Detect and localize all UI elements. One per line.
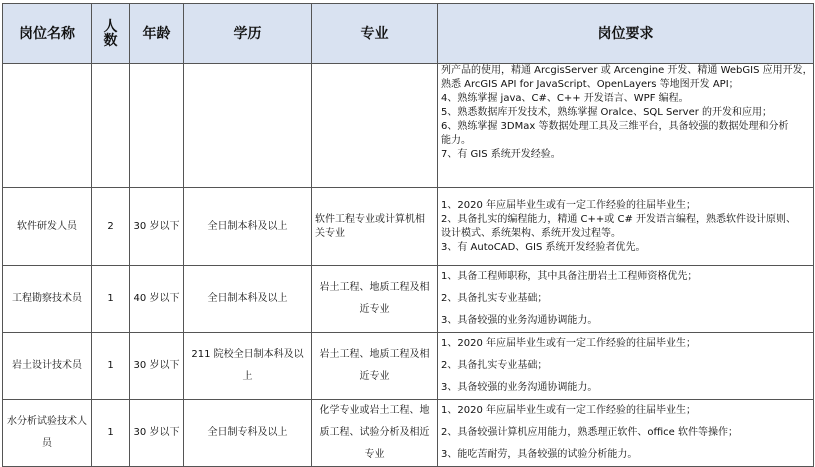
cell-major: 化学专业或岩土工程、地质工程、试验分析及相近专业 — [312, 400, 438, 467]
cell-position-name: 工程勘察技术员 — [3, 266, 92, 333]
header-education: 学历 — [184, 4, 312, 64]
requirement-line: 熟悉 ArcGIS API for JavaScript、OpenLayers 等地图开发 API； — [441, 79, 739, 90]
cell-requirements — [438, 400, 814, 467]
cell-education: 全日制本科及以上 — [184, 266, 312, 333]
cell-requirements — [438, 333, 814, 400]
cell-age — [130, 64, 184, 188]
header-requirements: 岗位要求 — [438, 4, 814, 64]
requirement-line: 1、2020 年应届毕业生或有一定工作经验的往届毕业生； — [441, 405, 696, 416]
cell-position-name: 岩土设计技术员 — [3, 333, 92, 400]
cell-major: 软件工程专业或计算机相关专业 — [312, 188, 438, 266]
requirement-line: 设计模式、系统架构、系统开发过程等。 — [441, 227, 621, 239]
requirement-line: 列产品的使用，精通 ArcgisServer 或 Arcengine 开发、精通 WebGIS 应用开发， — [441, 65, 813, 76]
header-major: 专业 — [312, 4, 438, 64]
table-row — [3, 188, 814, 266]
requirement-line: 3、能吃苦耐劳，具备较强的试验分析能力。 — [441, 449, 638, 460]
header-row — [3, 4, 814, 64]
header-count-top: 人 — [103, 18, 118, 35]
requirement-line: 3、具备较强的业务沟通协调能力。 — [441, 382, 598, 393]
cell-count: 2 — [92, 188, 130, 266]
cell-requirements — [438, 64, 814, 188]
requirement-line: 3、具备较强的业务沟通协调能力。 — [441, 315, 598, 326]
cell-requirements — [438, 188, 814, 266]
cell-education: 全日制本科及以上 — [184, 188, 312, 266]
cell-age: 30 岁以下 — [130, 400, 184, 467]
table-row — [3, 400, 814, 467]
requirement-line: 3、有 AutoCAD、GIS 系统开发经验者优先。 — [441, 241, 646, 253]
table-row — [3, 266, 814, 333]
cell-count: 1 — [92, 266, 130, 333]
cell-position-name: 水分析试验技术人员 — [3, 400, 92, 467]
header-count — [92, 4, 130, 64]
cell-age: 40 岁以下 — [130, 266, 184, 333]
table-row — [3, 333, 814, 400]
cell-count: 1 — [92, 400, 130, 467]
requirement-line: 1、具备工程师职称，其中具备注册岩土工程师资格优先； — [441, 271, 698, 282]
requirement-line: 2、具备扎实专业基础； — [441, 360, 548, 371]
cell-position-name — [3, 64, 92, 188]
requirement-line: 5、熟悉数据库开发技术，熟练掌握 Oralce、SQL Server 的开发和应用； — [441, 107, 773, 118]
cell-education: 211 院校全日制本科及以上 — [184, 333, 312, 400]
requirement-line: 1、2020 年应届毕业生或有一定工作经验的往届毕业生； — [441, 199, 696, 211]
table-row — [3, 64, 814, 188]
header-count-bottom: 数 — [103, 32, 118, 49]
cell-age: 30 岁以下 — [130, 333, 184, 400]
requirement-line: 1、2020 年应届毕业生或有一定工作经验的往届毕业生； — [441, 338, 696, 349]
requirement-line: 2、具备扎实专业基础； — [441, 293, 548, 304]
requirement-line: 6、熟练掌握 3DMax 等数据处理工具及三维平台，具备较强的数据处理和分析 — [441, 121, 789, 132]
header-age: 年龄 — [130, 4, 184, 64]
requirement-line: 7、有 GIS 系统开发经验。 — [441, 149, 561, 160]
cell-requirements — [438, 266, 814, 333]
cell-major: 岩土工程、地质工程及相近专业 — [312, 333, 438, 400]
requirement-line: 2、具备较强计算机应用能力，熟悉理正软件、office 软件等操作； — [441, 427, 738, 438]
cell-major — [312, 64, 438, 188]
requirement-line: 4、熟练掌握 java、C#、C++ 开发语言、WPF 编程。 — [441, 93, 689, 104]
cell-major: 岩土工程、地质工程及相近专业 — [312, 266, 438, 333]
cell-education: 全日制专科及以上 — [184, 400, 312, 467]
cell-education — [184, 64, 312, 188]
cell-age: 30 岁以下 — [130, 188, 184, 266]
cell-count: 1 — [92, 333, 130, 400]
requirement-line: 2、具备扎实的编程能力，精通 C++或 C# 开发语言编程，熟悉软件设计原则、 — [441, 213, 796, 225]
job-requirements-table — [2, 3, 814, 467]
cell-position-name: 软件研发人员 — [3, 188, 92, 266]
requirement-line: 能力。 — [441, 135, 471, 146]
header-position-name: 岗位名称 — [3, 4, 92, 64]
cell-count — [92, 64, 130, 188]
